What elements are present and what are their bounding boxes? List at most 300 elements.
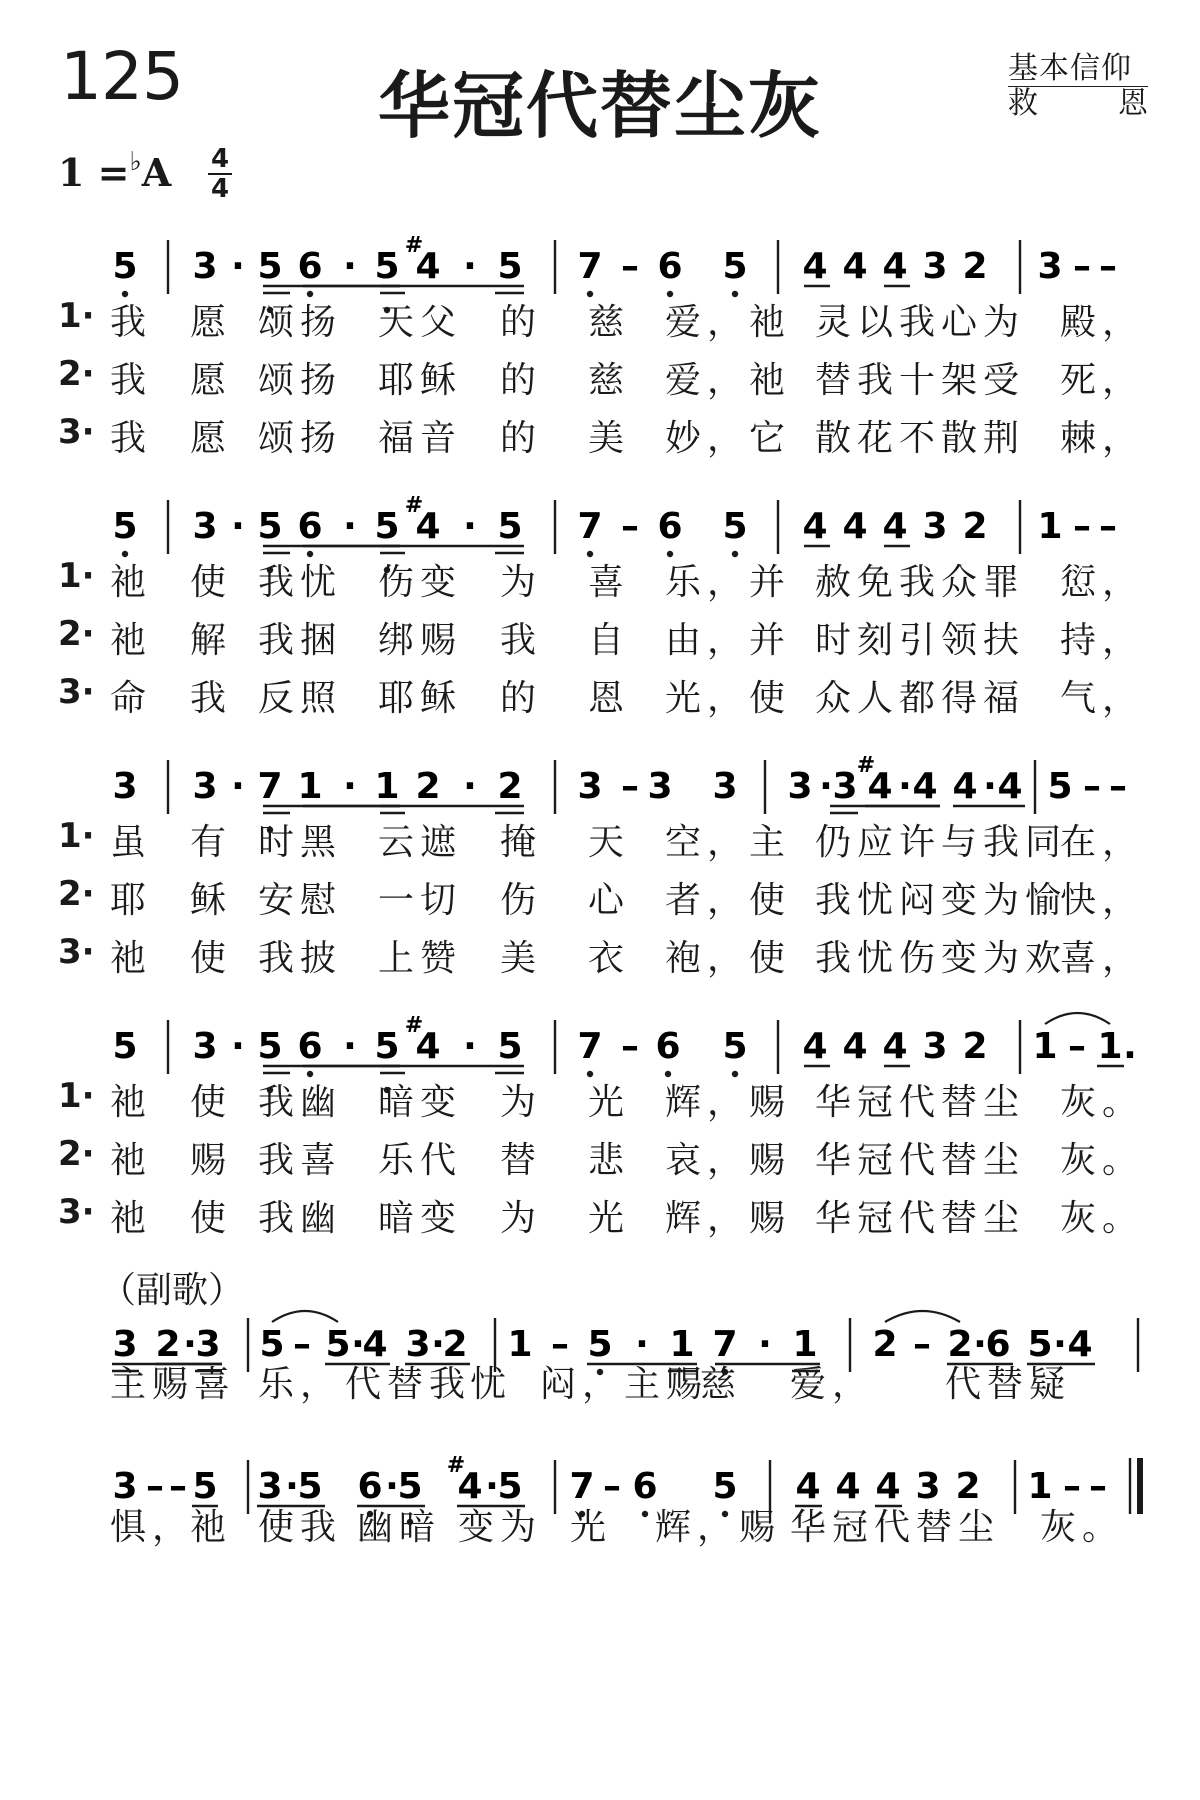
lyric-word: 乐代 xyxy=(378,1140,463,1181)
note-3: 3 xyxy=(922,1026,948,1067)
tie-arc xyxy=(1045,1013,1110,1024)
lyric-word: 我 xyxy=(110,418,153,459)
lyric-word: 我捆 xyxy=(258,620,343,661)
lyric-word: 为 xyxy=(500,1198,543,1239)
lyric-word: 的 xyxy=(500,678,543,719)
note-1: 1 xyxy=(669,1324,695,1365)
lyric-word: 耶稣 xyxy=(378,678,463,719)
lyric-word: 赦免我众罪 xyxy=(815,562,1026,603)
dash-mark: – xyxy=(621,506,639,547)
note-5: 5 xyxy=(325,1324,351,1365)
note-5: 5 xyxy=(112,246,138,287)
lyric-word: 祂 xyxy=(110,1082,153,1123)
note-4: 4 xyxy=(952,766,978,807)
lyric-word: 安慰 xyxy=(258,880,343,921)
note-3: 3 xyxy=(192,246,218,287)
lyric-word: 灰。 xyxy=(1040,1507,1125,1548)
lyric-word: 心 xyxy=(588,880,631,921)
note-1: 1 xyxy=(1097,1026,1123,1067)
lyric-word: 灰。 xyxy=(1060,1198,1145,1239)
verse-number: 2· xyxy=(58,874,95,914)
note-1: 1 xyxy=(1027,1466,1053,1507)
dot-mark: · xyxy=(1053,1324,1067,1365)
hymn-number: 125 xyxy=(60,38,183,115)
note-4: 4 xyxy=(842,506,868,547)
dot-mark: · xyxy=(635,1324,649,1365)
lyric-word: 快， xyxy=(1060,880,1145,921)
lyric-word: 绑赐 xyxy=(378,620,463,661)
lyric-word: 灵以我心为 xyxy=(815,302,1026,343)
note-3: 3 xyxy=(192,766,218,807)
note-6: 6 xyxy=(297,246,323,287)
note-6: 6 xyxy=(297,506,323,547)
note-2: 2 xyxy=(962,246,988,287)
lyric-word: 福音 xyxy=(378,418,463,459)
dot-mark: · xyxy=(463,766,477,807)
lyric-word: 华冠代替尘 xyxy=(790,1507,1001,1548)
dot-mark: · xyxy=(343,766,357,807)
verse-number: 3· xyxy=(58,412,95,452)
verse-number: 2· xyxy=(58,354,95,394)
lyric-word: 时刻引领扶 xyxy=(815,620,1026,661)
lyric-word: 我忧闷变为愉 xyxy=(815,880,1068,921)
note-5: 5 xyxy=(497,1026,523,1067)
verse-number: 1· xyxy=(58,296,95,336)
note-4: 4 xyxy=(415,246,441,287)
note-3: 3 xyxy=(1037,246,1063,287)
lyric-word: 慈 xyxy=(588,302,631,343)
dot-mark: · xyxy=(231,506,245,547)
lyric-word: 光，使 xyxy=(665,678,792,719)
dot-mark: · xyxy=(231,246,245,287)
note-7: 7 xyxy=(569,1466,595,1507)
note-5: 5 xyxy=(1027,1324,1053,1365)
dot-mark: · xyxy=(983,766,997,807)
time-top: 4 xyxy=(210,144,230,174)
dot-mark: . xyxy=(1123,1026,1137,1067)
lyric-word: 辉，赐 xyxy=(665,1082,792,1123)
lyric-word: 耶稣 xyxy=(378,360,463,401)
note-7: 7 xyxy=(577,246,603,287)
lyric-word: 喜 xyxy=(588,562,631,603)
lyric-word: 空，主 xyxy=(665,822,792,863)
lyric-word: 者，使 xyxy=(665,880,792,921)
dash-mark: – xyxy=(621,246,639,287)
lyric-word: 伤 xyxy=(500,880,543,921)
dash-mark: – xyxy=(621,766,639,807)
note-5: 5 xyxy=(257,506,283,547)
lyric-word: 我忧 xyxy=(258,562,343,603)
lyric-word: 慈 xyxy=(588,360,631,401)
verse-number: 1· xyxy=(58,556,95,596)
lyric-word: 祂 xyxy=(190,1507,233,1548)
lyric-word: 祂 xyxy=(110,1140,153,1181)
lyric-word: 灰。 xyxy=(1060,1082,1145,1123)
note-2: 2 xyxy=(962,1026,988,1067)
note-3: 3 xyxy=(647,766,673,807)
lyric-word: 暗变 xyxy=(378,1082,463,1123)
lyric-word: 解 xyxy=(190,620,233,661)
note-1: 1 xyxy=(507,1324,533,1365)
note-3: 3 xyxy=(915,1466,941,1507)
lyric-word: 我 xyxy=(190,678,233,719)
flat-sign-icon: ♭ xyxy=(129,147,142,177)
note-4: 4 xyxy=(912,766,938,807)
dash-mark: – xyxy=(1099,506,1117,547)
note-5: 5 xyxy=(497,1466,523,1507)
lyric-word: 妙，它 xyxy=(665,418,792,459)
note-4: 4 xyxy=(882,246,908,287)
note-5: 5 xyxy=(712,1466,738,1507)
note-4: 4 xyxy=(362,1324,388,1365)
sharp-sign-icon: # xyxy=(404,1013,424,1038)
note-7: 7 xyxy=(257,766,283,807)
lyric-word: 乐， xyxy=(258,1364,343,1405)
lyric-word: 我 xyxy=(110,360,153,401)
dash-mark: – xyxy=(551,1324,569,1365)
lyric-word: 爱， xyxy=(790,1364,875,1405)
lyric-word: 变为 xyxy=(458,1507,543,1548)
lyric-word: 稣 xyxy=(190,880,233,921)
lyric-word: 代替我 xyxy=(345,1364,472,1405)
sharp-sign-icon: # xyxy=(404,493,424,518)
lyric-word: 的 xyxy=(500,418,543,459)
verse-number: 3· xyxy=(58,672,95,712)
lyric-word: 悲 xyxy=(588,1140,631,1181)
lyric-word: 祂 xyxy=(110,938,153,979)
lyric-word: 幽暗 xyxy=(357,1507,442,1548)
lyric-word: 持， xyxy=(1060,620,1145,661)
note-4: 4 xyxy=(835,1466,861,1507)
note-5: 5 xyxy=(112,1026,138,1067)
lyric-word: 的 xyxy=(500,302,543,343)
category-bottom-right: 恩 xyxy=(1118,86,1148,121)
dot-mark: · xyxy=(385,1466,399,1507)
lyric-word: 替 xyxy=(500,1140,543,1181)
lyric-word: 惧， xyxy=(110,1507,195,1548)
key-prefix: 1 = xyxy=(58,150,130,195)
lyric-word: 愿 xyxy=(190,418,233,459)
note-4: 4 xyxy=(997,766,1023,807)
note-5: 5 xyxy=(374,1026,400,1067)
lyric-word: 一切 xyxy=(378,880,463,921)
lyric-word: 殿， xyxy=(1060,302,1145,343)
lyric-word: 使 xyxy=(190,938,233,979)
lyric-word: 伤变 xyxy=(378,562,463,603)
lyric-word: 喜， xyxy=(1060,938,1145,979)
lyric-word: 袍，使 xyxy=(665,938,792,979)
verse-number: 1· xyxy=(58,1076,95,1116)
note-2: 2 xyxy=(155,1324,181,1365)
note-4: 4 xyxy=(882,1026,908,1067)
lyric-word: 愿 xyxy=(190,302,233,343)
note-2: 2 xyxy=(497,766,523,807)
sharp-sign-icon: # xyxy=(856,753,876,778)
lyric-word: 爱，祂 xyxy=(665,302,792,343)
lyric-word: 我幽 xyxy=(258,1082,343,1123)
note-5: 5 xyxy=(497,246,523,287)
note-4: 4 xyxy=(842,246,868,287)
dot-mark: · xyxy=(231,1026,245,1067)
dash-mark: – xyxy=(1063,1466,1081,1507)
note-4: 4 xyxy=(795,1466,821,1507)
note-4: 4 xyxy=(457,1466,483,1507)
dot-mark: · xyxy=(898,766,912,807)
note-5: 5 xyxy=(722,1026,748,1067)
note-7: 7 xyxy=(712,1324,738,1365)
note-5: 5 xyxy=(397,1466,423,1507)
note-3: 3 xyxy=(192,1026,218,1067)
dot-mark: · xyxy=(343,1026,357,1067)
tie-arc xyxy=(885,1311,960,1322)
lyric-word: 光 xyxy=(588,1198,631,1239)
lyric-word: 我喜 xyxy=(258,1140,343,1181)
lyric-word: 反照 xyxy=(258,678,343,719)
note-6: 6 xyxy=(655,1026,681,1067)
note-3: 3 xyxy=(112,1324,138,1365)
chorus-label: （副歌） xyxy=(100,1270,245,1311)
dash-mark: – xyxy=(1068,1026,1086,1067)
note-5: 5 xyxy=(587,1324,613,1365)
lyric-word: 气， xyxy=(1060,678,1145,719)
lyric-word: 颂扬 xyxy=(258,418,343,459)
time-bottom: 4 xyxy=(210,174,230,204)
note-4: 4 xyxy=(1067,1324,1093,1365)
note-6: 6 xyxy=(632,1466,658,1507)
dash-mark: – xyxy=(913,1324,931,1365)
note-3: 3 xyxy=(832,766,858,807)
lyric-word: 使 xyxy=(190,1198,233,1239)
dot-mark: · xyxy=(463,1026,477,1067)
note-2: 2 xyxy=(415,766,441,807)
note-1: 1 xyxy=(297,766,323,807)
note-4: 4 xyxy=(867,766,893,807)
note-2: 2 xyxy=(947,1324,973,1365)
dash-mark: – xyxy=(603,1466,621,1507)
lyric-word: 辉，赐 xyxy=(655,1507,782,1548)
lyric-word: 死， xyxy=(1060,360,1145,401)
key-letter: A xyxy=(141,150,172,195)
lyric-word: 闷，主赐 xyxy=(540,1364,709,1405)
lyric-word: 灰。 xyxy=(1060,1140,1145,1181)
dot-mark: · xyxy=(343,506,357,547)
lyric-word: 衣 xyxy=(588,938,631,979)
lyric-word: 慈 xyxy=(700,1364,743,1405)
note-6: 6 xyxy=(657,506,683,547)
dash-mark: – xyxy=(169,1466,187,1507)
lyric-word: 祂 xyxy=(110,562,153,603)
lyric-word: 我披 xyxy=(258,938,343,979)
lyric-word: 使我 xyxy=(258,1507,343,1548)
note-3: 3 xyxy=(712,766,738,807)
lyric-word: 命 xyxy=(110,678,153,719)
dot-mark: · xyxy=(485,1466,499,1507)
lyric-word: 美 xyxy=(588,418,631,459)
lyric-word: 赐 xyxy=(190,1140,233,1181)
dash-mark: – xyxy=(146,1466,164,1507)
note-3: 3 xyxy=(112,766,138,807)
lyric-word: 华冠代替尘 xyxy=(815,1198,1026,1239)
sharp-sign-icon: # xyxy=(446,1453,466,1478)
note-5: 5 xyxy=(722,506,748,547)
dash-mark: – xyxy=(1089,1466,1107,1507)
sharp-sign-icon: # xyxy=(404,233,424,258)
dash-mark: – xyxy=(293,1324,311,1365)
note-4: 4 xyxy=(802,506,828,547)
verse-number: 3· xyxy=(58,1192,95,1232)
dot-mark: · xyxy=(463,246,477,287)
note-3: 3 xyxy=(192,506,218,547)
note-5: 5 xyxy=(374,506,400,547)
note-2: 2 xyxy=(872,1324,898,1365)
lyric-word: 云遮 xyxy=(378,822,463,863)
lyric-word: 我忧伤变为欢 xyxy=(815,938,1068,979)
note-3: 3 xyxy=(405,1324,431,1365)
dot-mark: · xyxy=(758,1324,772,1365)
lyric-word: 天 xyxy=(588,822,631,863)
lyric-word: 颂扬 xyxy=(258,302,343,343)
note-2: 2 xyxy=(962,506,988,547)
note-5: 5 xyxy=(257,1026,283,1067)
lyric-word: 祂 xyxy=(110,1198,153,1239)
lyric-word: 华冠代替尘 xyxy=(815,1140,1026,1181)
hymn-title: 华冠代替尘灰 xyxy=(377,63,822,148)
note-5: 5 xyxy=(497,506,523,547)
dash-mark: – xyxy=(1083,766,1101,807)
verse-number: 2· xyxy=(58,1134,95,1174)
note-1: 1 xyxy=(1032,1026,1058,1067)
note-5: 5 xyxy=(297,1466,323,1507)
note-4: 4 xyxy=(415,1026,441,1067)
dot-mark: · xyxy=(819,766,833,807)
note-3: 3 xyxy=(112,1466,138,1507)
lyric-word: 时黑 xyxy=(258,822,343,863)
lyric-word: 有 xyxy=(190,822,233,863)
note-5: 5 xyxy=(722,246,748,287)
lyric-word: 上赞 xyxy=(378,938,463,979)
note-1: 1 xyxy=(792,1324,818,1365)
note-7: 7 xyxy=(577,506,603,547)
note-6: 6 xyxy=(985,1324,1011,1365)
note-6: 6 xyxy=(357,1466,383,1507)
lyric-word: 散花不散荆 xyxy=(815,418,1026,459)
note-1: 1 xyxy=(1037,506,1063,547)
dot-mark: · xyxy=(343,246,357,287)
lyric-word: 暗变 xyxy=(378,1198,463,1239)
verse-number: 2· xyxy=(58,614,95,654)
dash-mark: – xyxy=(1099,246,1117,287)
verse-number: 1· xyxy=(58,816,95,856)
lyric-word: 我 xyxy=(500,620,543,661)
lyric-word: 棘， xyxy=(1060,418,1145,459)
lyric-word: 乐，并 xyxy=(665,562,792,603)
note-3: 3 xyxy=(195,1324,221,1365)
lyric-word: 愆， xyxy=(1060,562,1145,603)
lyric-word: 我幽 xyxy=(258,1198,343,1239)
lyric-word: 由，并 xyxy=(665,620,792,661)
lyric-word: 代替疑 xyxy=(945,1364,1072,1405)
verse-number: 3· xyxy=(58,932,95,972)
lyric-word: 使 xyxy=(190,1082,233,1123)
lyric-word: 为 xyxy=(500,562,543,603)
lyric-word: 我 xyxy=(110,302,153,343)
lyric-word: 自 xyxy=(588,620,631,661)
note-3: 3 xyxy=(257,1466,283,1507)
note-5: 5 xyxy=(192,1466,218,1507)
note-1: 1 xyxy=(374,766,400,807)
note-4: 4 xyxy=(842,1026,868,1067)
lyric-word: 替我十架受 xyxy=(815,360,1026,401)
dot-mark: · xyxy=(351,1324,365,1365)
lyric-word: 掩 xyxy=(500,822,543,863)
lyric-word: 美 xyxy=(500,938,543,979)
lyric-word: 愿 xyxy=(190,360,233,401)
note-2: 2 xyxy=(442,1324,468,1365)
lyric-word: 耶 xyxy=(110,880,153,921)
tie-arc xyxy=(272,1311,338,1322)
note-5: 5 xyxy=(259,1324,285,1365)
note-5: 5 xyxy=(374,246,400,287)
category-top: 基本信仰 xyxy=(1008,52,1148,87)
note-5: 5 xyxy=(1047,766,1073,807)
note-6: 6 xyxy=(297,1026,323,1067)
dash-mark: – xyxy=(1073,246,1091,287)
lyric-word: 忧 xyxy=(470,1364,513,1405)
dot-mark: · xyxy=(183,1324,197,1365)
lyric-word: 在， xyxy=(1060,822,1145,863)
dash-mark: – xyxy=(621,1026,639,1067)
note-3: 3 xyxy=(922,246,948,287)
category-bottom-left: 救 xyxy=(1008,86,1038,121)
lyric-word: 虽 xyxy=(110,822,153,863)
note-7: 7 xyxy=(577,1026,603,1067)
lyric-word: 祂 xyxy=(110,620,153,661)
dot-mark: · xyxy=(973,1324,987,1365)
lyric-word: 华冠代替尘 xyxy=(815,1082,1026,1123)
lyric-word: 的 xyxy=(500,360,543,401)
note-2: 2 xyxy=(955,1466,981,1507)
note-4: 4 xyxy=(882,506,908,547)
lyric-word: 辉，赐 xyxy=(665,1198,792,1239)
note-4: 4 xyxy=(802,246,828,287)
dot-mark: · xyxy=(431,1324,445,1365)
note-3: 3 xyxy=(787,766,813,807)
note-3: 3 xyxy=(922,506,948,547)
dot-mark: · xyxy=(463,506,477,547)
lyric-word: 爱，祂 xyxy=(665,360,792,401)
lyric-word: 主赐喜 xyxy=(110,1364,237,1405)
lyric-word: 颂扬 xyxy=(258,360,343,401)
note-4: 4 xyxy=(875,1466,901,1507)
lyric-word: 使 xyxy=(190,562,233,603)
note-5: 5 xyxy=(112,506,138,547)
note-6: 6 xyxy=(657,246,683,287)
lyric-word: 光 xyxy=(570,1507,613,1548)
lyric-word: 天父 xyxy=(378,302,463,343)
dot-mark: · xyxy=(231,766,245,807)
note-4: 4 xyxy=(415,506,441,547)
lyric-word: 众人都得福 xyxy=(815,678,1026,719)
octave-dot-below xyxy=(642,1511,648,1517)
lyric-word: 光 xyxy=(588,1082,631,1123)
dash-mark: – xyxy=(1109,766,1127,807)
dash-mark: – xyxy=(1073,506,1091,547)
dot-mark: · xyxy=(285,1466,299,1507)
lyric-word: 哀，赐 xyxy=(665,1140,792,1181)
note-4: 4 xyxy=(802,1026,828,1067)
lyric-word: 仍应许与我同 xyxy=(815,822,1068,863)
note-5: 5 xyxy=(257,246,283,287)
